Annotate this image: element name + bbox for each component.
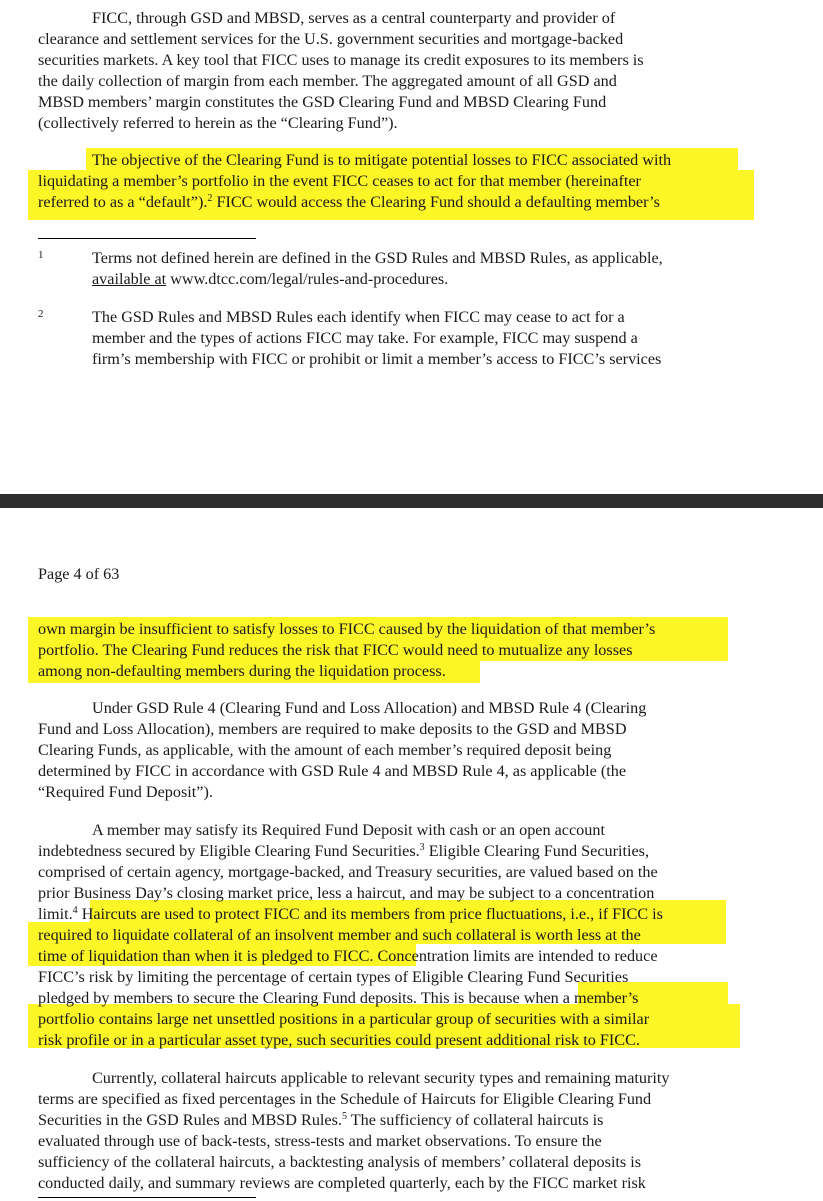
body-text-line: time of liquidation than when it is pledged to FICC. Concentration limits are intended to reduce xyxy=(38,947,658,965)
footnote-text: The GSD Rules and MBSD Rules each identify when FICC may cease to act for a xyxy=(92,308,625,326)
highlighted-text-line: risk profile or in a particular asset type, such securities could present additional risk to FICC. xyxy=(38,1031,640,1049)
body-text-line: FICC, through GSD and MBSD, serves as a central counterparty and provider of xyxy=(92,9,616,27)
page-separator xyxy=(0,494,823,508)
footnote-text: firm’s membership with FICC or prohibit or limit a member’s access to FICC’s services xyxy=(92,350,662,368)
highlighted-text-line: liquidating a member’s portfolio in the event FICC ceases to act for that member (hereinafter xyxy=(38,172,641,190)
highlighted-text-line: portfolio contains large net unsettled positions in a particular group of securities with a similar xyxy=(38,1010,650,1028)
body-text-line: terms are specified as fixed percentages in the Schedule of Haircuts for Eligible Clearing Fund xyxy=(38,1090,652,1108)
footnote-text: available at www.dtcc.com/legal/rules-and-procedures. xyxy=(92,270,449,288)
footnote-number: 2 xyxy=(38,308,44,320)
body-text-line: comprised of certain agency, mortgage-backed, and Treasury securities, are valued based on the xyxy=(38,863,658,881)
body-text-line: prior Business Day’s closing market price, less a haircut, and may be subject to a concentration xyxy=(38,884,655,902)
body-text-line: Clearing Funds, as applicable, with the amount of each member’s required deposit being xyxy=(38,741,612,759)
body-text-line: indebtedness secured by Eligible Clearing Fund Securities.$^3$ Eligible Clearing Fund Securities, xyxy=(38,842,650,860)
footnote-link[interactable]: available at xyxy=(92,270,167,288)
highlighted-text-line: among non-defaulting members during the liquidation process. xyxy=(38,662,446,680)
footnote-ref[interactable]: 4 xyxy=(72,905,78,916)
footnote-ref[interactable]: 3 xyxy=(419,842,425,853)
highlighted-text-line: own margin be insufficient to satisfy losses to FICC caused by the liquidation of that member’s xyxy=(38,620,656,638)
body-text-line: (collectively referred to herein as the “Clearing Fund”). xyxy=(38,114,398,132)
body-text-line: Under GSD Rule 4 (Clearing Fund and Loss Allocation) and MBSD Rule 4 (Clearing xyxy=(92,699,647,717)
highlighted-text-line: required to liquidate collateral of an insolvent member and such collateral is worth less at the xyxy=(38,926,641,944)
page-number-label: Page 4 of 63 xyxy=(38,565,120,583)
footnote-divider xyxy=(38,1197,256,1198)
body-text-line: clearance and settlement services for the U.S. government securities and mortgage-backed xyxy=(38,30,624,48)
body-text-line: evaluated through use of back-tests, stress-tests and market observations. To ensure the xyxy=(38,1132,602,1150)
body-text-line: securities markets. A key tool that FICC uses to manage its credit exposures to its members is xyxy=(38,51,644,69)
body-text-line: determined by FICC in accordance with GSD Rule 4 and MBSD Rule 4, as applicable (the xyxy=(38,762,627,780)
body-text-line: sufficiency of the collateral haircuts, a backtesting analysis of members’ collateral deposits is xyxy=(38,1153,642,1171)
body-text-line: conducted daily, and summary reviews are completed quarterly, each by the FICC market risk xyxy=(38,1174,646,1192)
footnote-ref[interactable]: 5 xyxy=(341,1111,347,1122)
footnote-number: 1 xyxy=(38,249,44,261)
footnote-text: Terms not defined herein are defined in the GSD Rules and MBSD Rules, as applicable, xyxy=(92,249,663,267)
body-text-line: the daily collection of margin from each member. The aggregated amount of all GSD and xyxy=(38,72,617,90)
body-text-line: Fund and Loss Allocation), members are required to make deposits to the GSD and MBSD xyxy=(38,720,627,738)
body-text-line: Currently, collateral haircuts applicable to relevant security types and remaining maturity xyxy=(92,1069,670,1087)
highlighted-text-line: portfolio. The Clearing Fund reduces the risk that FICC would need to mutualize any losses xyxy=(38,641,633,659)
body-text-line: MBSD members’ margin constitutes the GSD Clearing Fund and MBSD Clearing Fund xyxy=(38,93,607,111)
footnote-ref[interactable]: 2 xyxy=(207,193,213,204)
body-text-line: limit.$^4$ Haircuts are used to protect FICC and its members from price fluctuations, i.e., if FICC is xyxy=(38,905,663,923)
body-text-line: “Required Fund Deposit”). xyxy=(38,783,213,801)
body-text-line: Securities in the GSD Rules and MBSD Rules.$^5$ The sufficiency of collateral haircuts is xyxy=(38,1111,604,1129)
body-text-line: FICC’s risk by limiting the percentage of certain types of Eligible Clearing Fund Securities xyxy=(38,968,629,986)
highlighted-text-line: referred to as a “default”).$^2$ FICC would access the Clearing Fund should a defaulting member’s xyxy=(38,193,660,211)
footnote-text: member and the types of actions FICC may take. For example, FICC may suspend a xyxy=(92,329,638,347)
body-text-line: pledged by members to secure the Clearing Fund deposits. This is because when a member’s xyxy=(38,989,639,1007)
footnote-divider xyxy=(38,238,256,239)
body-text-line: A member may satisfy its Required Fund Deposit with cash or an open account xyxy=(92,821,605,839)
highlighted-text-line: The objective of the Clearing Fund is to mitigate potential losses to FICC associated with xyxy=(92,151,672,169)
